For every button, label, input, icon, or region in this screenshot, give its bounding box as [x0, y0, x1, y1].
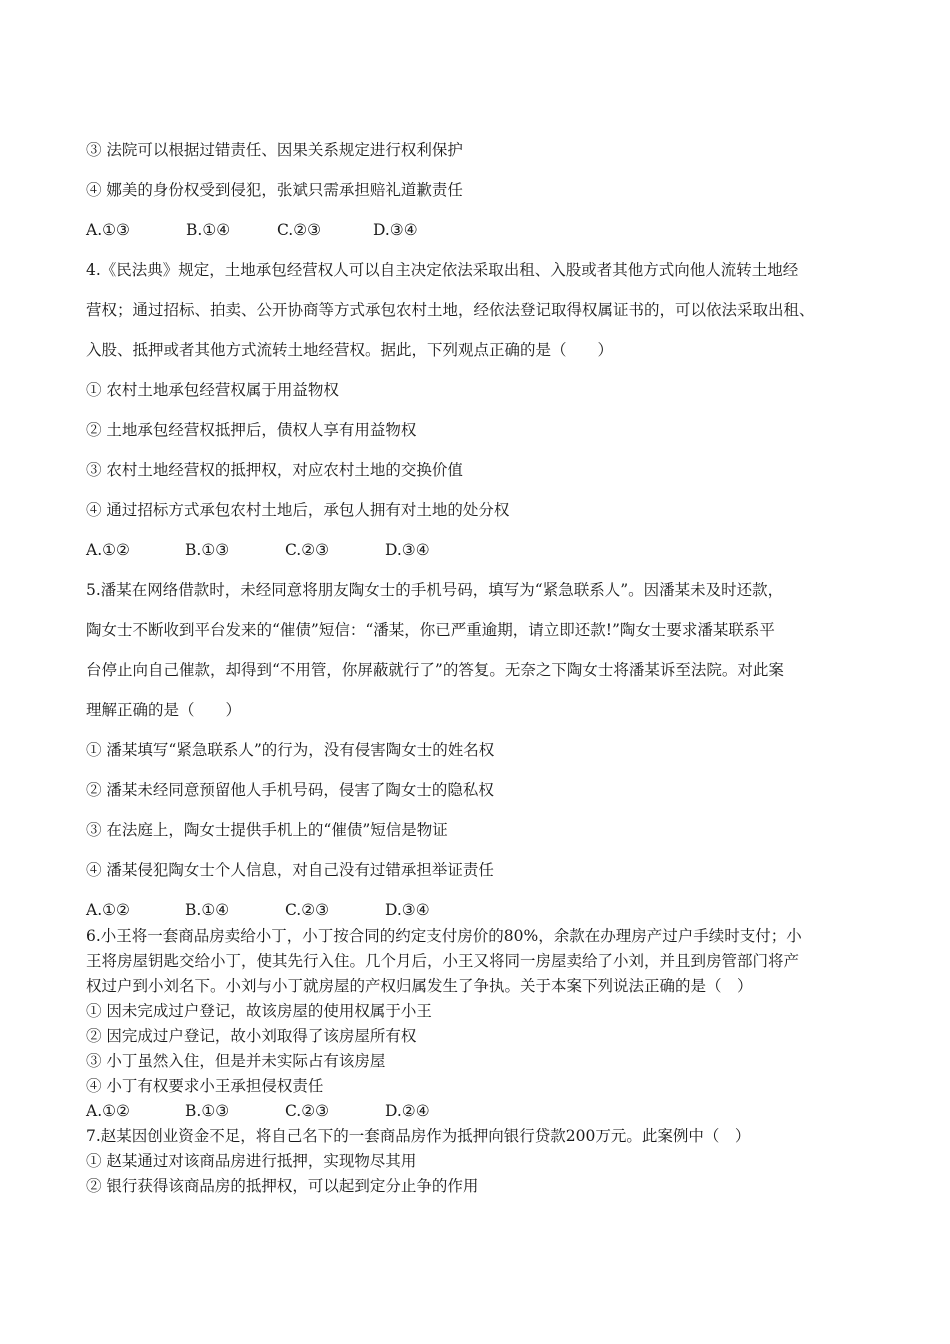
option-a: A.①②	[86, 541, 130, 559]
option-c: C.②③	[285, 541, 330, 559]
q6-options	[86, 1101, 430, 1121]
option-d: D.③④	[385, 541, 430, 559]
option-a: A.①②	[86, 901, 130, 919]
q5-statement-2: ② 潘某未经同意预留他人手机号码，侵害了陶女士的隐私权	[86, 781, 494, 799]
q4-statement-3: ③ 农村土地经营权的抵押权，对应农村土地的交换价值	[86, 461, 463, 479]
q4-stem-line-3: 入股、抵押或者其他方式流转土地经营权。据此，下列观点正确的是（ ）	[86, 341, 614, 359]
q6-statement-3: ③ 小丁虽然入住，但是并未实际占有该房屋	[86, 1052, 386, 1070]
option-b: B.①③	[185, 1102, 230, 1120]
q6-stem-line-3: 权过户到小刘名下。小刘与小丁就房屋的产权归属发生了争执。关于本案下列说法正确的是（ ）	[86, 977, 753, 995]
q6-statement-4: ④ 小丁有权要求小王承担侵权责任	[86, 1077, 324, 1095]
q4-statement-4: ④ 通过招标方式承包农村土地后，承包人拥有对土地的处分权	[86, 501, 510, 519]
option-d: D.③④	[373, 221, 418, 239]
q6-statement-1: ① 因未完成过户登记，故该房屋的使用权属于小王	[86, 1002, 432, 1020]
q6-stem-line-1: 6.小王将一套商品房卖给小丁，小丁按合同的约定支付房价的80%，余款在办理房产过户手续时支付；小	[86, 927, 802, 945]
option-c: C.②③	[285, 1102, 330, 1120]
q4-stem-line-2: 营权；通过招标、拍卖、公开协商等方式承包农村土地，经依法登记取得权属证书的，可以依法采取出租、	[86, 301, 815, 319]
option-b: B.①③	[185, 541, 230, 559]
q4-statement-2: ② 土地承包经营权抵押后，债权人享有用益物权	[86, 421, 417, 439]
option-d: D.②④	[385, 1102, 430, 1120]
q3-statement-4: ④ 娜美的身份权受到侵犯，张斌只需承担赔礼道歉责任	[86, 181, 463, 199]
q7-statement-2: ② 银行获得该商品房的抵押权，可以起到定分止争的作用	[86, 1177, 479, 1195]
q5-statement-4: ④ 潘某侵犯陶女士个人信息，对自己没有过错承担举证责任	[86, 861, 494, 879]
q5-stem-line-3: 台停止向自己催款，却得到“不用管，你屏蔽就行了”的答复。无奈之下陶女士将潘某诉至法院。对此案	[86, 661, 784, 679]
q3-options	[86, 220, 418, 240]
q4-statement-1: ① 农村土地承包经营权属于用益物权	[86, 381, 339, 399]
q5-statement-1: ① 潘某填写“紧急联系人”的行为，没有侵害陶女士的姓名权	[86, 741, 495, 759]
q6-statement-2: ② 因完成过户登记，故小刘取得了该房屋所有权	[86, 1027, 417, 1045]
option-b: B.①④	[186, 221, 231, 239]
q5-stem-line-2: 陶女士不断收到平台发来的“催债”短信：“潘某，你已严重逾期，请立即还款!”陶女士要求潘某联系平	[86, 621, 775, 639]
q6-stem-line-2: 王将房屋钥匙交给小丁，使其先行入住。几个月后，小王又将同一房屋卖给了小刘，并且到房管部门将产	[86, 952, 800, 970]
option-a: A.①③	[86, 221, 130, 239]
q7-stem-line-1: 7.赵某因创业资金不足，将自己名下的一套商品房作为抵押向银行贷款200万元。此案例中（ ）	[86, 1127, 751, 1145]
q5-stem-line-4: 理解正确的是（ ）	[86, 701, 242, 719]
q5-stem-line-1: 5.潘某在网络借款时，未经同意将朋友陶女士的手机号码，填写为“紧急联系人”。因潘某未及时还款，	[86, 581, 784, 599]
option-c: C.②③	[285, 901, 330, 919]
q4-options	[86, 540, 430, 560]
option-c: C.②③	[277, 221, 322, 239]
q5-statement-3: ③ 在法庭上，陶女士提供手机上的“催债”短信是物证	[86, 821, 448, 839]
option-d: D.③④	[385, 901, 430, 919]
q5-options	[86, 900, 430, 920]
q7-statement-1: ① 赵某通过对该商品房进行抵押，实现物尽其用	[86, 1152, 417, 1170]
option-b: B.①④	[185, 901, 230, 919]
option-a: A.①②	[86, 1102, 130, 1120]
q3-statement-3: ③ 法院可以根据过错责任、因果关系规定进行权利保护	[86, 141, 463, 159]
q4-stem-line-1: 4.《民法典》规定，土地承包经营权人可以自主决定依法采取出租、入股或者其他方式向他人流转土地经	[86, 261, 799, 279]
